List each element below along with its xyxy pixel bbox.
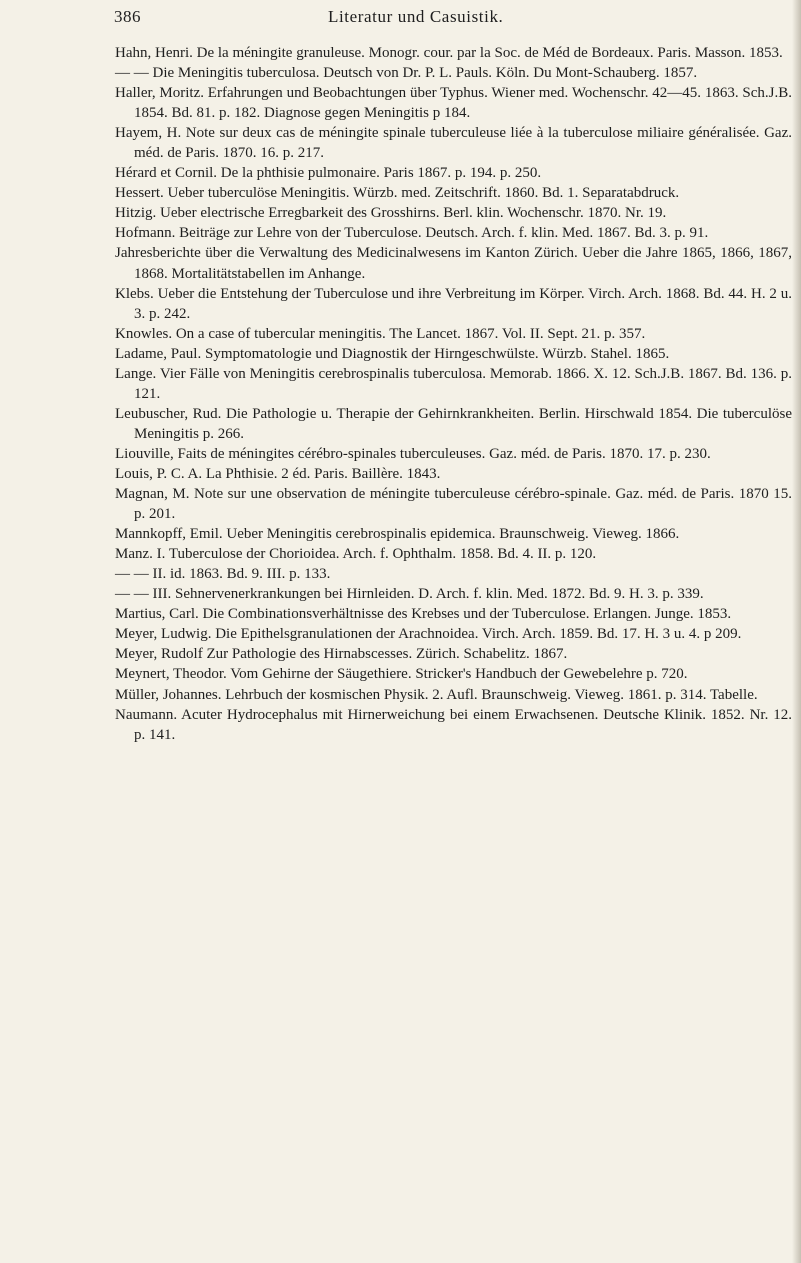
reference-entry: Mannkopff, Emil. Ueber Meningitis cerebrospinalis epidemica. Braunschweig. Vieweg. 1866. <box>115 526 680 543</box>
reference-entry: Hahn, Henri. De la méningite granuleuse. Monogr. cour. par la Soc. de Méd de Bordeaux. Paris. Masson. 1853. <box>115 45 783 61</box>
reference-entry: Hitzig. Ueber electrische Erregbarkeit des Grosshirns. Berl. klin. Wochenschr. 1870. Nr. 19. <box>115 205 667 222</box>
reference-entry: Müller, Johannes. Lehrbuch der kosmischen Physik. 2. Aufl. Braunschweig. Vieweg. 1861. p. 314. Tabelle. <box>115 686 758 703</box>
reference-entry: Meynert, Theodor. Vom Gehirne der Säugethiere. Stricker's Handbuch der Gewebelehre p. 720. <box>115 666 688 683</box>
reference-entry: Hérard et Cornil. De la phthisie pulmonaire. Paris 1867. p. 194. p. 250. <box>115 165 542 182</box>
reference-entry: Louis, P. C. A. La Phthisie. 2 éd. Paris. Baillère. 1843. <box>115 465 441 482</box>
reference-entry: Liouville, Faits de méningites cérébro-spinales tuberculeuses. Gaz. méd. de Paris. 1870. 17. p. 230. <box>115 445 711 462</box>
reference-entry: Leubuscher, Rud. Die Pathologie u. Therapie der Gehirnkrankheiten. Berlin. Hirschwald 1854. Die tuberculöse Meningitis p. 266. <box>115 405 792 442</box>
reference-entry: Klebs. Ueber die Entstehung der Tuberculose und ihre Verbreitung im Körper. Virch. Arch. 1868. Bd. 44. H. 2 u. 3. p. 242. <box>115 285 792 322</box>
page-number: 386 <box>114 7 141 26</box>
reference-entry: Knowles. On a case of tubercular meningitis. The Lancet. 1867. Vol. II. Sept. 21. p. 357. <box>115 325 646 342</box>
reference-entry: Magnan, M. Note sur une observation de méningite tuberculeuse cérébro-spinale. Gaz. méd. de Paris. 1870 15. p. 201. <box>115 486 792 523</box>
reference-entry: Hessert. Ueber tuberculöse Meningitis. Würzb. med. Zeitschrift. 1860. Bd. 1. Separatabdruck. <box>115 185 680 202</box>
reference-entry: Hofmann. Beiträge zur Lehre von der Tuberculose. Deutsch. Arch. f. klin. Med. 1867. Bd. 3. p. 91. <box>115 225 709 242</box>
reference-entry: Meyer, Rudolf Zur Pathologie des Hirnabscesses. Zürich. Schabelitz. 1867. <box>115 646 568 663</box>
reference-entry: — — II. id. 1863. Bd. 9. III. p. 133. <box>115 566 331 583</box>
reference-entry: Hayem, H. Note sur deux cas de méningite spinale tuberculeuse liée à la tuberculose miliaire généralisée. Gaz. méd. de Paris. 1870. 16. p. 217. <box>115 125 792 162</box>
reference-entry: Martius, Carl. Die Combinationsverhältnisse des Krebses und der Tuberculose. Erlangen. Junge. 1853. <box>115 606 732 623</box>
reference-entry: Jahresberichte über die Verwaltung des Medicinalwesens im Kanton Zürich. Ueber die Jahre 1865, 1866, 1867, 1868. Mortalitätstabellen im Anhange. <box>115 245 792 282</box>
reference-entry: Ladame, Paul. Symptomatologie und Diagnostik der Hirngeschwülste. Würzb. Stahel. 1865. <box>115 345 670 362</box>
running-title: Literatur und Casuistik. <box>328 7 504 26</box>
reference-entry: — — Die Meningitis tuberculosa. Deutsch von Dr. P. L. Pauls. Köln. Du Mont-Schauberg. 1857. <box>115 65 698 82</box>
page-header <box>0 7 801 35</box>
reference-entry: Meyer, Ludwig. Die Epithelsgranulationen der Arachnoidea. Virch. Arch. 1859. Bd. 17. H. 3 u. 4. p 209. <box>115 626 742 643</box>
reference-entry: Manz. I. Tuberculose der Chorioidea. Arch. f. Ophthalm. 1858. Bd. 4. II. p. 120. <box>115 546 597 563</box>
reference-entry: Haller, Moritz. Erfahrungen und Beobachtungen über Typhus. Wiener med. Wochenschr. 42—45. 1863. Sch.J.B. 1854. Bd. 81. p. 182. Diagnose gegen Meningitis p 184. <box>115 85 792 122</box>
reference-list <box>115 43 792 745</box>
reference-entry: — — III. Sehnervenerkrankungen bei Hirnleiden. D. Arch. f. klin. Med. 1872. Bd. 9. H. 3. p. 339. <box>115 586 704 603</box>
page-edge-shadow <box>792 0 801 1263</box>
reference-entry: Lange. Vier Fälle von Meningitis cerebrospinalis tuberculosa. Memorab. 1866. X. 12. Sch.J.B. 1867. Bd. 136. p. 121. <box>115 365 792 402</box>
reference-entry: Naumann. Acuter Hydrocephalus mit Hirnerweichung bei einem Erwachsenen. Deutsche Klinik. 1852. Nr. 12. p. 141. <box>115 706 792 743</box>
